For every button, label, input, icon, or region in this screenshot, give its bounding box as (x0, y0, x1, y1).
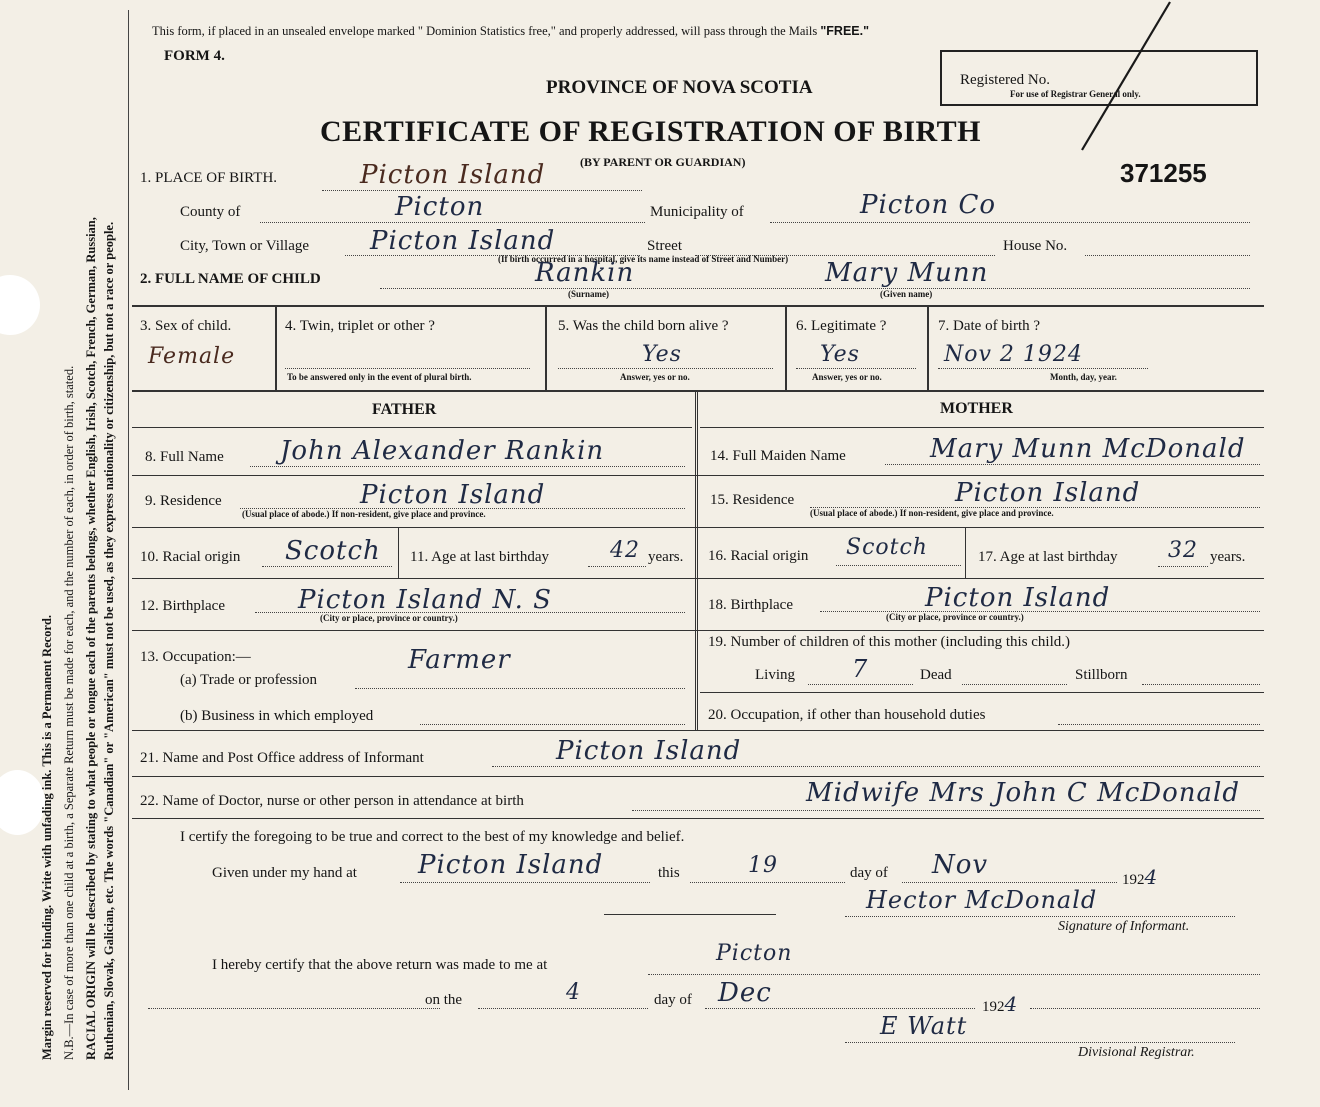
dead-label: Dead (920, 667, 952, 683)
given-under-hand-label: Given under my hand at (212, 865, 357, 881)
registrar-place-value: Picton (716, 941, 793, 966)
certify-text: I certify the foregoing to be true and correct to the best of my knowledge and belief. (180, 829, 685, 845)
hospital-note: (If birth occurred in a hospital, give its name instead of Street and Number) (498, 254, 789, 264)
county-line (260, 222, 645, 223)
father-trade-line (355, 688, 685, 689)
legit-line (796, 368, 916, 369)
place-line (322, 190, 642, 191)
col-divider-4 (927, 305, 929, 390)
legitimate-value: Yes (820, 342, 860, 367)
mother-heading: MOTHER (940, 400, 1013, 417)
row-rule-9 (132, 818, 1264, 819)
alive-value: Yes (642, 342, 682, 367)
mother-residence-label: 15. Residence (710, 492, 795, 508)
mother-row-1 (700, 427, 1264, 428)
father-age-value: 42 (610, 538, 640, 563)
registration-number: 371255 (1120, 158, 1207, 188)
registrar-sig-line (845, 1042, 1235, 1043)
given-place-line (400, 882, 650, 883)
mother-occupation-label: 20. Occupation, if other than household duties (708, 707, 986, 723)
row-rule-3 (132, 527, 1264, 528)
registrar-year-line (1030, 1008, 1260, 1009)
father-race-label: 10. Racial origin (140, 549, 241, 565)
county-label: County of (180, 204, 241, 220)
street-label: Street (647, 238, 682, 254)
registrar-day-value: 4 (566, 980, 581, 1005)
punch-hole-bottom (0, 770, 45, 835)
mother-birthplace-note: (City or place, province or country.) (886, 612, 1024, 622)
registrar-text: I hereby certify that the above return was made to me at (212, 957, 548, 973)
child-name-label: 2. FULL NAME OF CHILD (140, 271, 321, 287)
father-occupation-label: 13. Occupation:— (140, 649, 251, 665)
stillborn-label: Stillborn (1075, 667, 1128, 683)
alive-label: 5. Was the child born alive ? (558, 318, 729, 334)
living-value: 7 (852, 655, 869, 683)
registrar-month-value: Dec (718, 978, 772, 1008)
mother-race-value: Scotch (846, 535, 928, 560)
signature-short-rule (604, 914, 776, 915)
father-residence-note: (Usual place of abode.) If non-resident, give place and province. (242, 509, 486, 519)
twin-line (285, 368, 530, 369)
row-rule-6 (700, 692, 1264, 693)
father-name-value: John Alexander Rankin (280, 436, 605, 466)
father-heading: FATHER (372, 401, 437, 418)
father-race-value: Scotch (285, 536, 381, 566)
mother-name-value: Mary Munn McDonald (930, 434, 1246, 464)
registrar-day-line (478, 1008, 648, 1009)
sex-label: 3. Sex of child. (140, 318, 232, 334)
given-place-value: Picton Island (418, 850, 604, 880)
onthe-label: on the (425, 992, 463, 1008)
mother-name-label: 14. Full Maiden Name (710, 448, 846, 464)
doctor-label: 22. Name of Doctor, nurse or other person in attendance at birth (140, 793, 524, 809)
father-name-line (250, 466, 685, 467)
row-rule-2 (132, 475, 1264, 476)
mother-children-label: 19. Number of children of this mother (including this child.) (708, 634, 1071, 650)
mother-age-line (1158, 566, 1208, 567)
registered-label: Registered No. (960, 72, 1050, 88)
certificate-subtitle: (BY PARENT OR GUARDIAN) (580, 155, 746, 169)
this-label: this (658, 865, 680, 881)
father-row-1 (132, 427, 692, 428)
col-divider-1 (275, 305, 277, 390)
city-value: Picton Island (370, 226, 556, 256)
father-age-label: 11. Age at last birthday (410, 549, 549, 565)
father-birthplace-note: (City or place, province or country.) (320, 613, 458, 623)
registrar-dayof-label: day of (654, 992, 692, 1008)
dead-line (962, 684, 1067, 685)
registrar-year: 1924 (982, 992, 1019, 1016)
row-rule-8 (132, 776, 1264, 777)
mother-race-line (836, 565, 961, 566)
onthe-left-line (148, 1008, 440, 1009)
mother-residence-value: Picton Island (955, 478, 1141, 508)
certify-dayof-label: day of (850, 865, 888, 881)
county-value: Picton (395, 192, 485, 222)
margin-note-2: N.B.—In case of more than one child at a birth, a Separate Return must be made for each, and the number of each, in order of birth, stated. (62, 365, 76, 1060)
punch-hole-top (0, 275, 40, 335)
mother-name-line (885, 464, 1260, 465)
row-rule-4 (132, 578, 1264, 579)
father-race-divider (398, 527, 399, 578)
child-surname-value: Rankin (535, 258, 635, 288)
mother-race-label: 16. Racial origin (708, 548, 809, 564)
alive-line (558, 368, 773, 369)
dob-note: Month, day, year. (1050, 372, 1117, 382)
registrar-place-line (648, 974, 1260, 975)
father-trade-label: (a) Trade or profession (180, 672, 318, 688)
rule-row2 (132, 390, 1264, 392)
certificate-title: CERTIFICATE OF REGISTRATION OF BIRTH (320, 115, 981, 148)
mother-age-unit: years. (1210, 549, 1246, 565)
registered-note: For use of Registrar General only. (1010, 89, 1141, 99)
legitimate-label: 6. Legitimate ? (796, 318, 887, 334)
dob-line (938, 368, 1148, 369)
row-rule-7 (132, 730, 1264, 731)
father-residence-label: 9. Residence (145, 493, 222, 509)
child-given-value: Mary Munn (825, 258, 989, 288)
registrar-slash-mark (1070, 0, 1180, 160)
certify-month-value: Nov (932, 850, 989, 880)
informant-line (492, 766, 1260, 767)
municipality-line (770, 222, 1250, 223)
mother-occ-line (1058, 724, 1260, 725)
margin-note-4: Ruthenian, Slovak, Galician, etc. The words "Canadian" or "American" must not be used, as they express nationality or citizenship, but not a race or people. (102, 221, 116, 1060)
father-trade-value: Farmer (408, 645, 511, 675)
dob-value: Nov 2 1924 (944, 342, 1083, 367)
col-divider-3 (785, 305, 787, 390)
certify-year: 1924 (1122, 865, 1159, 889)
legitimate-note: Answer, yes or no. (812, 372, 882, 382)
father-race-line (262, 566, 392, 567)
house-line (1085, 255, 1250, 256)
registrar-signature-label: Divisional Registrar. (1078, 1045, 1195, 1060)
certify-month-line (902, 882, 1117, 883)
province-title: PROVINCE OF NOVA SCOTIA (546, 77, 813, 98)
mother-residence-note: (Usual place of abode.) If non-resident, give place and province. (810, 508, 1054, 518)
father-name-label: 8. Full Name (145, 449, 224, 465)
informant-signature: Hector McDonald (866, 886, 1098, 914)
living-label: Living (755, 667, 795, 683)
form-number: FORM 4. (164, 48, 225, 64)
registrar-signature: E Watt (880, 1012, 968, 1040)
binding-line (128, 10, 129, 1090)
informant-signature-label: Signature of Informant. (1058, 919, 1190, 934)
father-business-line (420, 724, 685, 725)
stillborn-line (1142, 684, 1260, 685)
informant-label: 21. Name and Post Office address of Informant (140, 750, 424, 766)
twin-note: To be answered only in the event of plural birth. (287, 372, 472, 382)
margin-note-1: Margin reserved for binding. Write with unfading ink. This is a Permanent Record. (40, 614, 54, 1060)
place-of-birth-label: 1. PLACE OF BIRTH. (140, 170, 278, 186)
center-divider (695, 390, 698, 730)
surname-note: (Surname) (568, 289, 609, 299)
mother-birthplace-label: 18. Birthplace (708, 597, 793, 613)
doctor-line (632, 810, 1260, 811)
informant-value: Picton Island (556, 736, 742, 766)
place-of-birth-value: Picton Island (360, 160, 546, 190)
col-divider-2 (545, 305, 547, 390)
city-label: City, Town or Village (180, 238, 310, 254)
sex-value: Female (148, 344, 236, 369)
father-residence-value: Picton Island (360, 480, 546, 510)
mother-age-value: 32 (1168, 538, 1198, 563)
mother-birthplace-value: Picton Island (925, 583, 1111, 613)
alive-note: Answer, yes or no. (620, 372, 690, 382)
informant-sig-line (845, 916, 1235, 917)
municipality-label: Municipality of (650, 204, 744, 220)
father-birthplace-label: 12. Birthplace (140, 598, 225, 614)
father-age-line (588, 566, 646, 567)
given-note: (Given name) (880, 289, 933, 299)
house-label: House No. (1003, 238, 1068, 254)
mail-notice: This form, if placed in an unsealed envelope marked " Dominion Statistics free," and properly addressed, will pass through the Mails "FREE." (152, 24, 870, 38)
rule-top (132, 305, 1264, 307)
row-rule-5 (132, 630, 1264, 631)
certify-day-line (690, 882, 845, 883)
father-age-unit: years. (648, 549, 684, 565)
certify-day-value: 19 (748, 853, 778, 878)
living-line (808, 684, 913, 685)
municipality-value: Picton Co (860, 190, 997, 220)
margin-note-3: RACIAL ORIGIN will be described by stating to what people or tongue each of the parents belongs, whether English, Irish, Scotch, French, German, Russian, (84, 217, 98, 1060)
mother-age-label: 17. Age at last birthday (978, 549, 1118, 565)
mother-race-divider (965, 527, 966, 578)
twin-label: 4. Twin, triplet or other ? (285, 318, 435, 334)
registrar-month-line (705, 1008, 975, 1009)
father-birthplace-value: Picton Island N. S (298, 585, 552, 615)
father-business-label: (b) Business in which employed (180, 708, 374, 724)
doctor-value: Midwife Mrs John C McDonald (806, 778, 1240, 808)
dob-label: 7. Date of birth ? (938, 318, 1041, 334)
